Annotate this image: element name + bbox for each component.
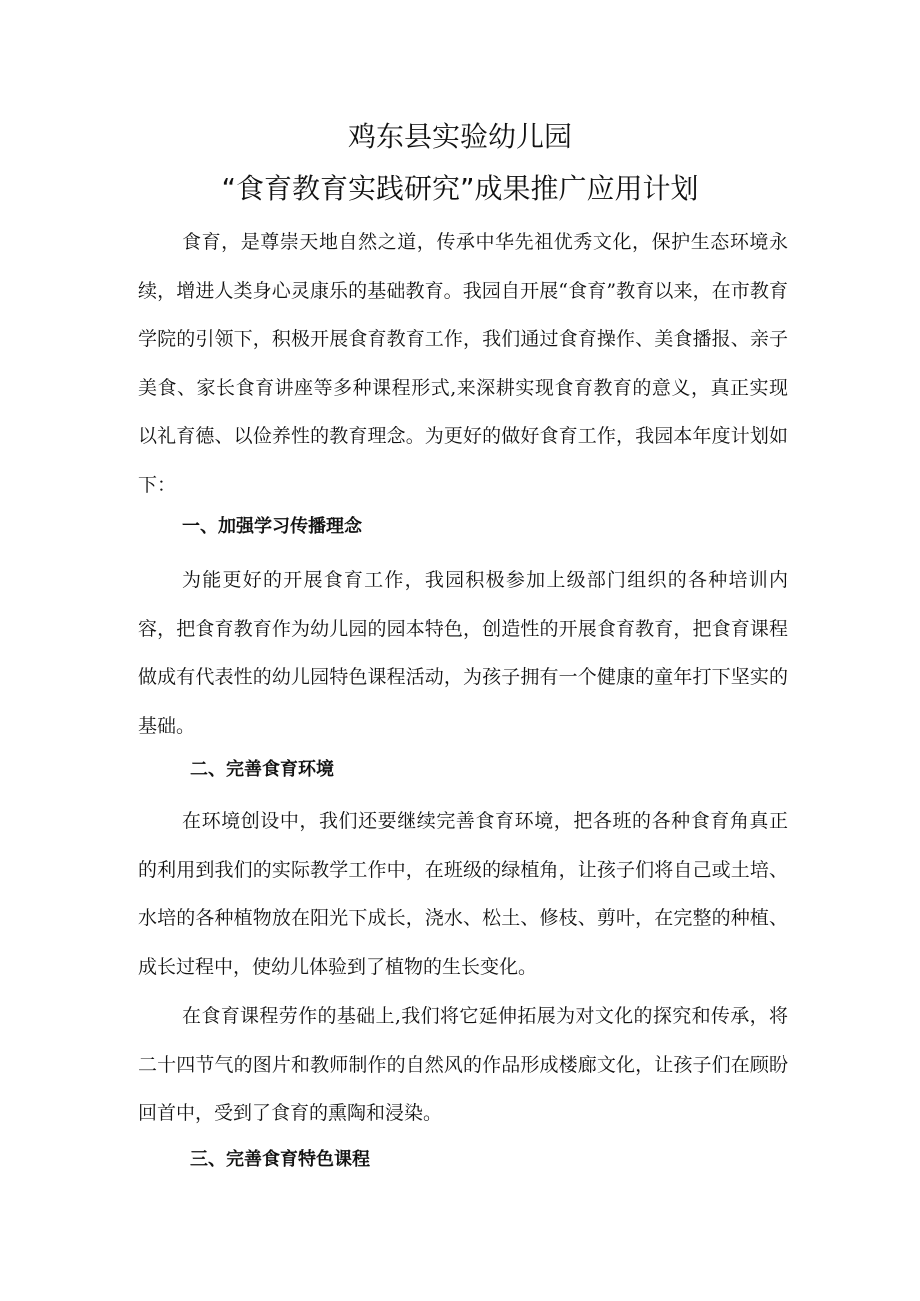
section-1-paragraph: 为能更好的开展食育工作，我园积极参加上级部门组织的各种培训内容，把食育教育作为幼儿园的园本特色，创造性的开展食育教育，把食育课程做成有代表性的幼儿园特色课程活动，为孩子拥有一个健康的童年打下坚实的基础。 <box>138 569 788 737</box>
document-title-line-1: 鸡东县实验幼儿园 <box>347 120 572 153</box>
section-2-heading: 二、完善食育环境 <box>190 759 334 780</box>
section-1-heading: 一、加强学习传播理念 <box>182 516 362 537</box>
section-2-paragraph-1: 在环境创设中，我们还要继续完善食育环境，把各班的各种食育角真正的利用到我们的实际教学工作中，在班级的绿植角，让孩子们将自己或土培、水培的各种植物放在阳光下成长，浇水、松土、修枝、剪叶，在完整的种植、成长过程中，使幼儿体验到了植物的生长变化。 <box>138 810 788 978</box>
section-3-heading: 三、完善食育特色课程 <box>190 1149 370 1170</box>
document-title-line-2: “食育教育实践研究”成果推广应用计划 <box>221 172 699 205</box>
section-2-paragraph-2: 在食育课程劳作的基础上,我们将它延伸拓展为对文化的探究和传承，将二十四节气的图片和教师制作的自然风的作品形成楼廊文化，让孩子们在顾盼回首中，受到了食育的熏陶和浸染。 <box>138 1005 788 1124</box>
intro-paragraph: 食育，是尊崇天地自然之道，传承中华先祖优秀文化，保护生态环境永续，增进人类身心灵康乐的基础教育。我园自开展“食育”教育以来，在市教育学院的引领下，积极开展食育教育工作，我们通过食育操作、美食播报、亲子美食、家长食育讲座等多种课程形式,来深耕实现食育教育的意义，真正实现以礼育德、以俭养性的教育理念。为更好的做好食育工作，我园本年度计划如下： <box>138 231 788 496</box>
